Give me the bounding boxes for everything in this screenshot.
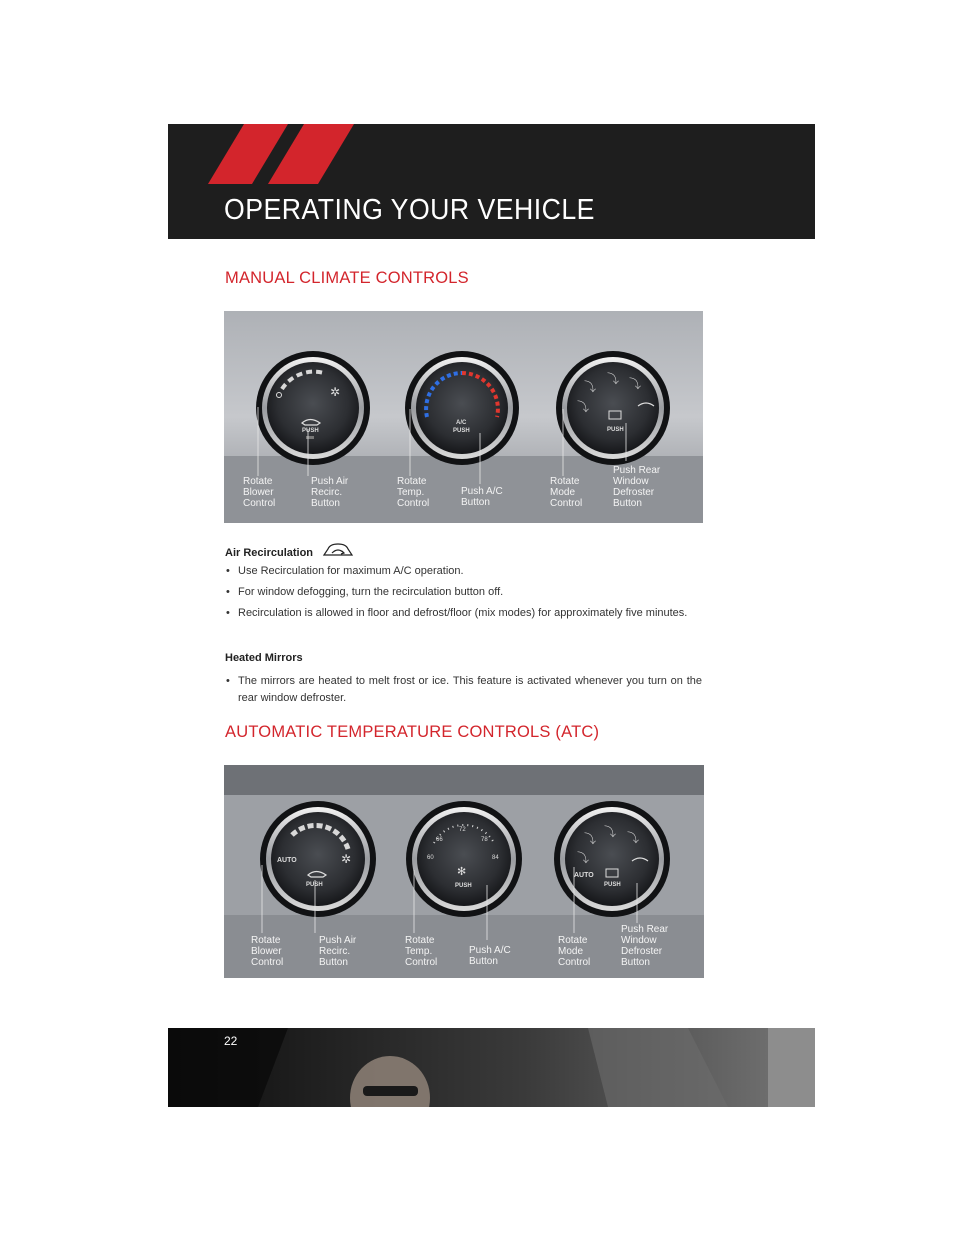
callout-label-line: Blower [243,487,274,498]
callout-label-line: Push A/C [461,486,503,497]
atc-heading: AUTOMATIC TEMPERATURE CONTROLS (ATC) [225,723,600,741]
callout-label-line: Recirc. [319,946,351,957]
list-item: • Recirculation is allowed in floor and defrost/floor (mix modes) for approximately five minutes. [225,605,702,622]
callout-label-line: Temp. [405,946,433,957]
callout-label-line: Blower [251,946,282,957]
callout-label-line: Rotate [550,476,580,487]
callout-label-line: Control [405,957,438,968]
page-number: 22 [224,1034,238,1048]
mode-floor-icon: ⤵ [584,380,597,394]
callout-label-line: Control [558,957,591,968]
svg-text:66: 66 [436,837,443,843]
recirculation-icon [322,542,354,558]
heated-mirrors-list [225,673,702,711]
mode-defrost-floor-icon: ⤵ [577,851,590,865]
callout-label-line: Button [621,957,650,968]
svg-text:PUSH: PUSH [455,883,472,889]
air-recirc-title: Air Recirculation [225,542,354,559]
callout-label-line: Button [319,957,348,968]
callout-label-line: Window [613,476,649,487]
callout-label-line: Defroster [613,487,655,498]
temp-knob [405,351,519,465]
driver-photo [168,1028,815,1107]
svg-text:AUTO: AUTO [277,857,297,864]
air-recirc-list [225,563,702,626]
manual-controls-diagram [224,311,703,523]
ac-snowflake-icon: ✻ [457,866,467,878]
callout-label-line: Button [461,497,490,508]
callout-label-line: Control [251,957,284,968]
manual-controls-photo [224,311,703,523]
atc-temp-knob [406,801,522,917]
svg-text:84: 84 [492,855,499,861]
svg-text:A/C: A/C [456,420,467,426]
mode-mix-icon: ⤵ [627,831,640,845]
callout-label-line: Rotate [558,935,588,946]
mode-mix-icon: ⤵ [629,377,642,391]
svg-text:PUSH: PUSH [306,882,323,888]
page-title: OPERATING YOUR VEHICLE [224,194,595,226]
callout-label-line: Temp. [397,487,425,498]
manual-climate-heading: MANUAL CLIMATE CONTROLS [225,269,469,287]
brand-stripes-logo [208,124,368,184]
mode-face-icon: ⤵ [604,825,617,839]
callout-label-line: Mode [550,487,576,498]
svg-text:78: 78 [481,837,488,843]
atc-controls-diagram [224,765,704,978]
heated-mirrors-title: Heated Mirrors [225,652,303,664]
atc-blower-knob [260,801,376,917]
svg-text:AUTO: AUTO [574,872,594,879]
callout-label-line: Rotate [405,935,435,946]
callout-label-line: Button [613,498,642,509]
callout-label-line: Push Rear [613,465,661,476]
callout-label-line: Mode [558,946,584,957]
callout-label-line: Defroster [621,946,663,957]
svg-text:PUSH: PUSH [453,428,470,434]
callout-label-line: Rotate [243,476,273,487]
callout-label-line: Push Air [311,476,349,487]
mode-floor-icon: ⤵ [584,832,597,846]
callout-label-line: Control [397,498,430,509]
callout-label-line: Rotate [251,935,281,946]
atc-mode-knob [554,801,670,917]
callout-label-line: Window [621,935,657,946]
callout-label-line: Control [550,498,583,509]
callout-label-line: Control [243,498,276,509]
callout-label-line: Rotate [397,476,427,487]
mode-defrost-floor-icon: ⤵ [577,400,590,414]
chapter-header [168,124,815,239]
atc-controls-photo [224,765,704,978]
svg-text:PUSH: PUSH [604,882,621,888]
callout-label [251,935,283,968]
callout-label-line: Push Rear [621,924,669,935]
fan-icon: ✲ [341,852,352,866]
blower-knob [256,351,370,465]
svg-text:72: 72 [459,827,466,833]
list-item: • Use Recirculation for maximum A/C operation. [225,563,702,580]
callout-label-line: Push Air [319,935,357,946]
svg-text:60: 60 [427,855,434,861]
list-item: • The mirrors are heated to melt frost or ice. This feature is activated whenever you turn on the rear window defroster. [225,673,702,707]
mode-knob [556,351,670,465]
footer-photo [168,1028,815,1107]
mode-face-icon: ⤵ [607,372,620,386]
fan-icon: ✲ [330,385,341,399]
svg-text:PUSH: PUSH [607,427,624,433]
callout-label [243,476,275,509]
list-item: • For window defogging, turn the recirculation button off. [225,584,702,601]
callout-label-line: Push A/C [469,945,511,956]
callout-label-line: Button [469,956,498,967]
callout-label-line: Button [311,498,340,509]
svg-text:PUSH: PUSH [302,428,319,434]
callout-label-line: Recirc. [311,487,343,498]
